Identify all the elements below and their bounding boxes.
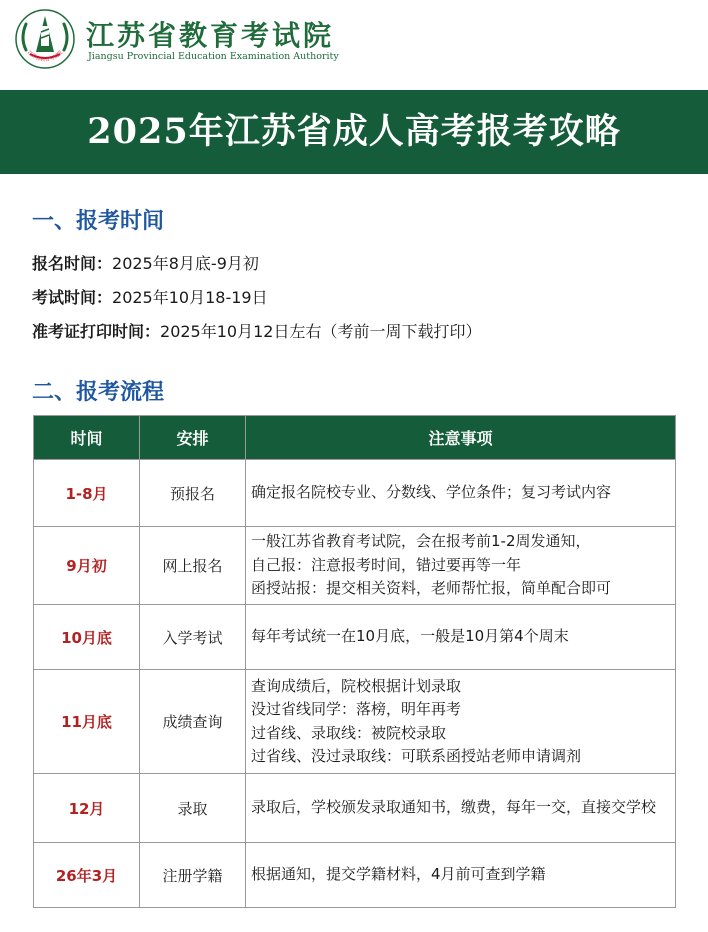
row-notes: [246, 605, 676, 670]
row-notes: [246, 527, 676, 605]
header: [0, 0, 708, 90]
row-arrangement: 网上报名: [140, 527, 246, 605]
row-arrangement: 入学考试: [140, 605, 246, 670]
row-arrangement: 预报名: [140, 460, 246, 527]
section-title-schedule-time: 一、报考时间: [32, 209, 165, 234]
row-arrangement: 注册学籍: [140, 843, 246, 908]
table-row: [34, 670, 676, 774]
table-row: [34, 605, 676, 670]
info-line-admission-ticket: [32, 319, 481, 342]
row-time: 11月底: [34, 670, 140, 774]
table-row: [34, 843, 676, 908]
row-notes: [246, 460, 676, 527]
page-title: 2025年江苏省成人高考报考攻略: [0, 90, 708, 174]
note-line: 一般江苏省教育考试院，会在报考前1-2周发通知，: [251, 532, 591, 551]
row-arrangement: 录取: [140, 774, 246, 843]
info-label: 报名时间：: [32, 254, 113, 273]
note-line: 函授站报：提交相关资料，老师帮忙报，简单配合即可: [251, 579, 612, 598]
info-label: 准考证打印时间：: [32, 322, 161, 341]
note-line: 过省线、没过录取线：可联系函授站老师申请调剂: [251, 747, 582, 765]
row-time: 9月初: [34, 527, 140, 605]
row-notes: [246, 843, 676, 908]
note-line: 每年考试统一在10月底，一般是10月第4个周末: [251, 627, 569, 646]
row-time: 1-8月: [34, 460, 140, 527]
note-line: 自己报：注意报考时间，错过要再等一年: [251, 555, 522, 574]
info-value: 2025年10月12日左右（考前一周下载打印）: [160, 322, 482, 341]
table-row: [34, 527, 676, 605]
org-name-en: Jiangsu Provincial Education Examination Authority: [88, 51, 339, 62]
column-header-notes: 注意事项: [246, 416, 676, 460]
note-line: 录取后，学校颁发录取通知书，缴费，每年一交，直接交学校: [251, 798, 657, 817]
row-time: 12月: [34, 774, 140, 843]
column-header-time: 时间: [34, 416, 140, 460]
note-line: 过省线、录取线：被院校录取: [251, 723, 447, 742]
section-title-process: 二、报考流程: [32, 380, 165, 405]
info-line-registration: [32, 251, 259, 274]
row-time: 10月底: [34, 605, 140, 670]
note-line: 根据通知，提交学籍材料，4月前可查到学籍: [251, 865, 546, 884]
info-value: 2025年8月底-9月初: [112, 254, 259, 273]
row-time: 26年3月: [34, 843, 140, 908]
row-notes: [246, 774, 676, 843]
column-header-arrangement: 安排: [140, 416, 246, 460]
row-notes: [246, 670, 676, 774]
info-label: 考试时间：: [32, 288, 113, 307]
table-header-row: [34, 416, 676, 460]
note-line: 没过省线同学：落榜，明年再考: [251, 700, 462, 718]
org-name-cn: 江苏省教育考试院: [86, 19, 335, 52]
info-value: 2025年10月18-19日: [112, 288, 268, 307]
process-table: [33, 415, 676, 908]
row-arrangement: 成绩查询: [140, 670, 246, 774]
table-row: [34, 774, 676, 843]
note-line: 确定报名院校专业、分数线、学位条件；复习考试内容: [251, 483, 612, 502]
info-line-exam: [32, 285, 268, 308]
table-row: [34, 460, 676, 527]
emblem-icon: [14, 8, 76, 70]
seal-text: 江苏省教育考试院: [25, 49, 65, 64]
note-line: 查询成绩后，院校根据计划录取: [251, 676, 462, 695]
